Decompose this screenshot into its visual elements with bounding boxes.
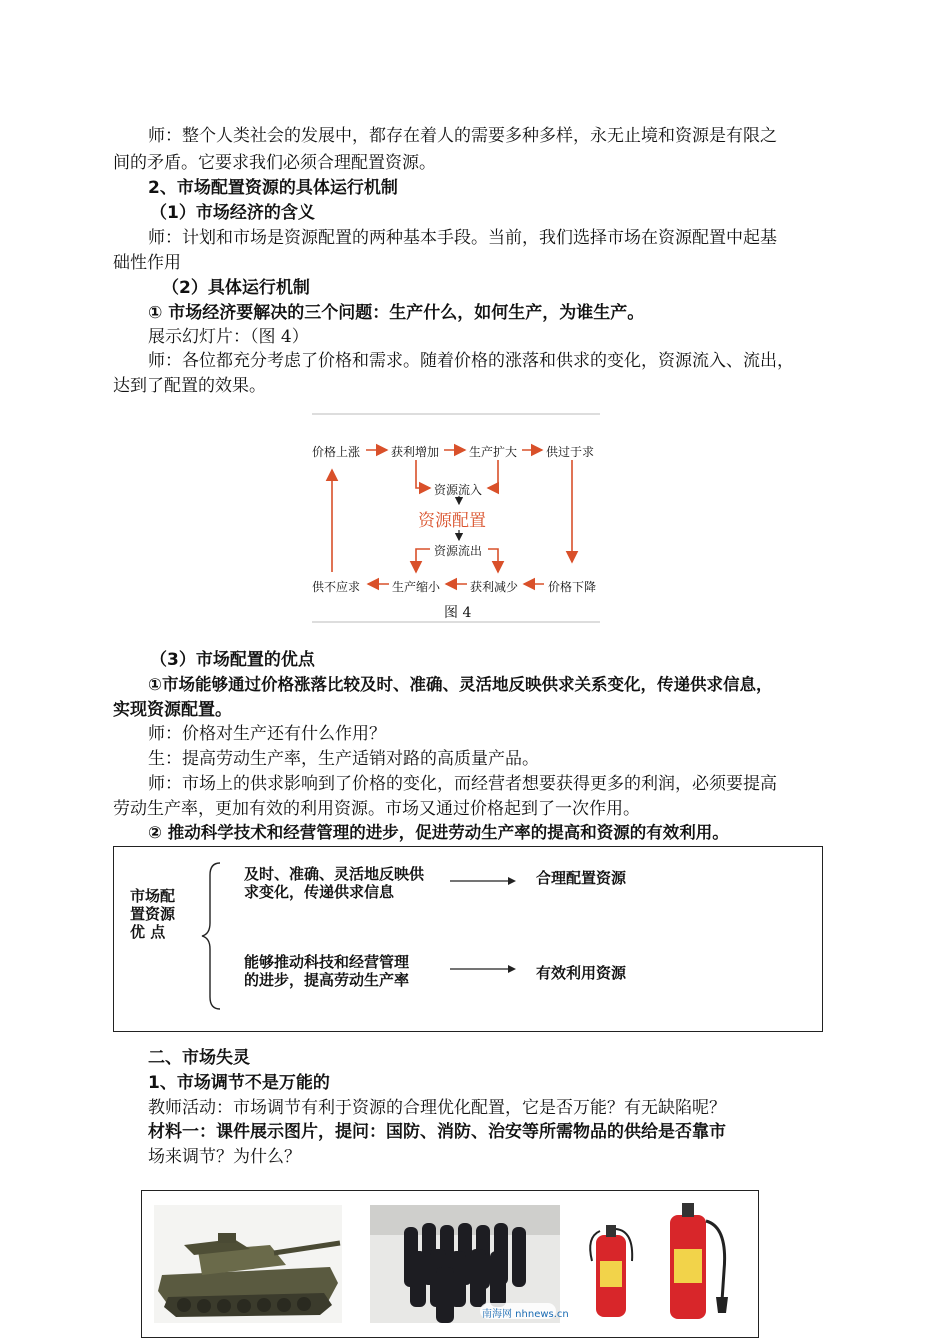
summary-item-1-result: 合理配置资源 <box>536 869 627 887</box>
paragraph-teacher-2: 师：计划和市场是资源配置的两种基本手段。当前，我们选择市场在资源配置中起基 <box>148 228 777 248</box>
heading-2-2: （2）具体运行机制 <box>162 278 310 298</box>
photo-frame <box>141 1190 759 1338</box>
paragraph-teacher-1: 师：整个人类社会的发展中，都存在着人的需要多种多样，永无止境和资源是有限之 <box>148 126 777 146</box>
paragraph-teacher-4: 师：市场上的供求影响到了价格的变化，而经营者想要获得更多的利润，必须要提高 <box>148 774 777 794</box>
summary-arrow-2 <box>450 963 520 975</box>
summary-arrow-1 <box>450 875 520 887</box>
advantage-2: ② 推动科学技术和经营管理的进步，促进劳动生产率的提高和资源的有效利用。 <box>148 823 729 842</box>
fig-label-profit-up: 获利增加 <box>391 445 440 459</box>
fig-label-outflow: 资源流出 <box>434 544 483 558</box>
heading-2-1: （1）市场经济的含义 <box>150 203 315 223</box>
tank-image <box>154 1205 342 1323</box>
heading-2: 2、市场配置资源的具体运行机制 <box>148 178 398 198</box>
fig-label-undersupply: 供不应求 <box>312 580 361 594</box>
material-1-cont: 场来调节？为什么？ <box>148 1147 301 1167</box>
advantage-1: ①市场能够通过价格涨落比较及时、准确、灵活地反映供求关系变化，传递供求信息， <box>148 675 773 694</box>
material-1-line: 材料一：课件展示图片，提问：国防、消防、治安等所需物品的供给是否靠市 <box>148 1122 726 1142</box>
point-1: ① 市场经济要解决的三个问题：生产什么，如何生产，为谁生产。 <box>148 303 645 323</box>
curly-brace <box>200 861 224 1011</box>
material-1 <box>148 1120 726 1144</box>
fig-label-center: 资源配置 <box>418 511 486 531</box>
teacher-activity: 教师活动：市场调节有利于资源的合理优化配置，它是否万能？有无缺陷呢？ <box>148 1098 726 1118</box>
teacher-question: 师：价格对生产还有什么作用？ <box>148 724 386 744</box>
watermark: 南海网 nhnews.cn <box>482 1309 569 1320</box>
section-2-1-heading: 1、市场调节不是万能的 <box>148 1073 330 1093</box>
summary-box <box>113 846 823 1032</box>
student-answer: 生：提高劳动生产率，生产适销对路的高质量产品。 <box>148 749 539 769</box>
fig-label-profit-down: 获利减少 <box>470 580 519 594</box>
summary-item-2-text: 能够推动科技和经营管理 的进步，提高劳动生产率 <box>244 953 410 989</box>
section-2-heading: 二、市场失灵 <box>148 1048 250 1068</box>
summary-item-2-result: 有效利用资源 <box>536 964 627 982</box>
fig-label-production-up: 生产扩大 <box>469 445 518 459</box>
fig-label-production-down: 生产缩小 <box>392 580 441 594</box>
paragraph-teacher-1-cont: 间的矛盾。它要求我们必须合理配置资源。 <box>113 153 436 173</box>
slide-note: 展示幻灯片：（图 4） <box>148 327 309 347</box>
paragraph-teacher-4-cont: 劳动生产率，更加有效的利用资源。市场又通过价格起到了一次作用。 <box>113 799 640 819</box>
fire-extinguisher-image <box>582 1201 742 1327</box>
figure-caption: 图 4 <box>444 605 472 621</box>
fig-label-price-down: 价格下降 <box>548 580 597 594</box>
heading-2-3: （3）市场配置的优点 <box>150 650 315 670</box>
paragraph-teacher-3-cont: 达到了配置的效果。 <box>113 376 266 396</box>
figure-4 <box>312 412 602 624</box>
summary-item-1-text: 及时、准确、灵活地反映供 求变化，传递供求信息 <box>244 865 425 901</box>
advantage-1-cont: 实现资源配置。 <box>113 700 232 720</box>
fig-label-oversupply: 供过于求 <box>546 445 595 459</box>
summary-left-label: 市场配 置资源 优 点 <box>130 887 176 941</box>
paragraph-teacher-2-cont: 础性作用 <box>113 253 181 273</box>
fig-label-price-up: 价格上涨 <box>312 445 361 459</box>
fig-label-inflow: 资源流入 <box>434 483 483 497</box>
paragraph-teacher-3: 师：各位都充分考虑了价格和需求。随着价格的涨落和供求的变化，资源流入、流出， <box>148 351 794 371</box>
